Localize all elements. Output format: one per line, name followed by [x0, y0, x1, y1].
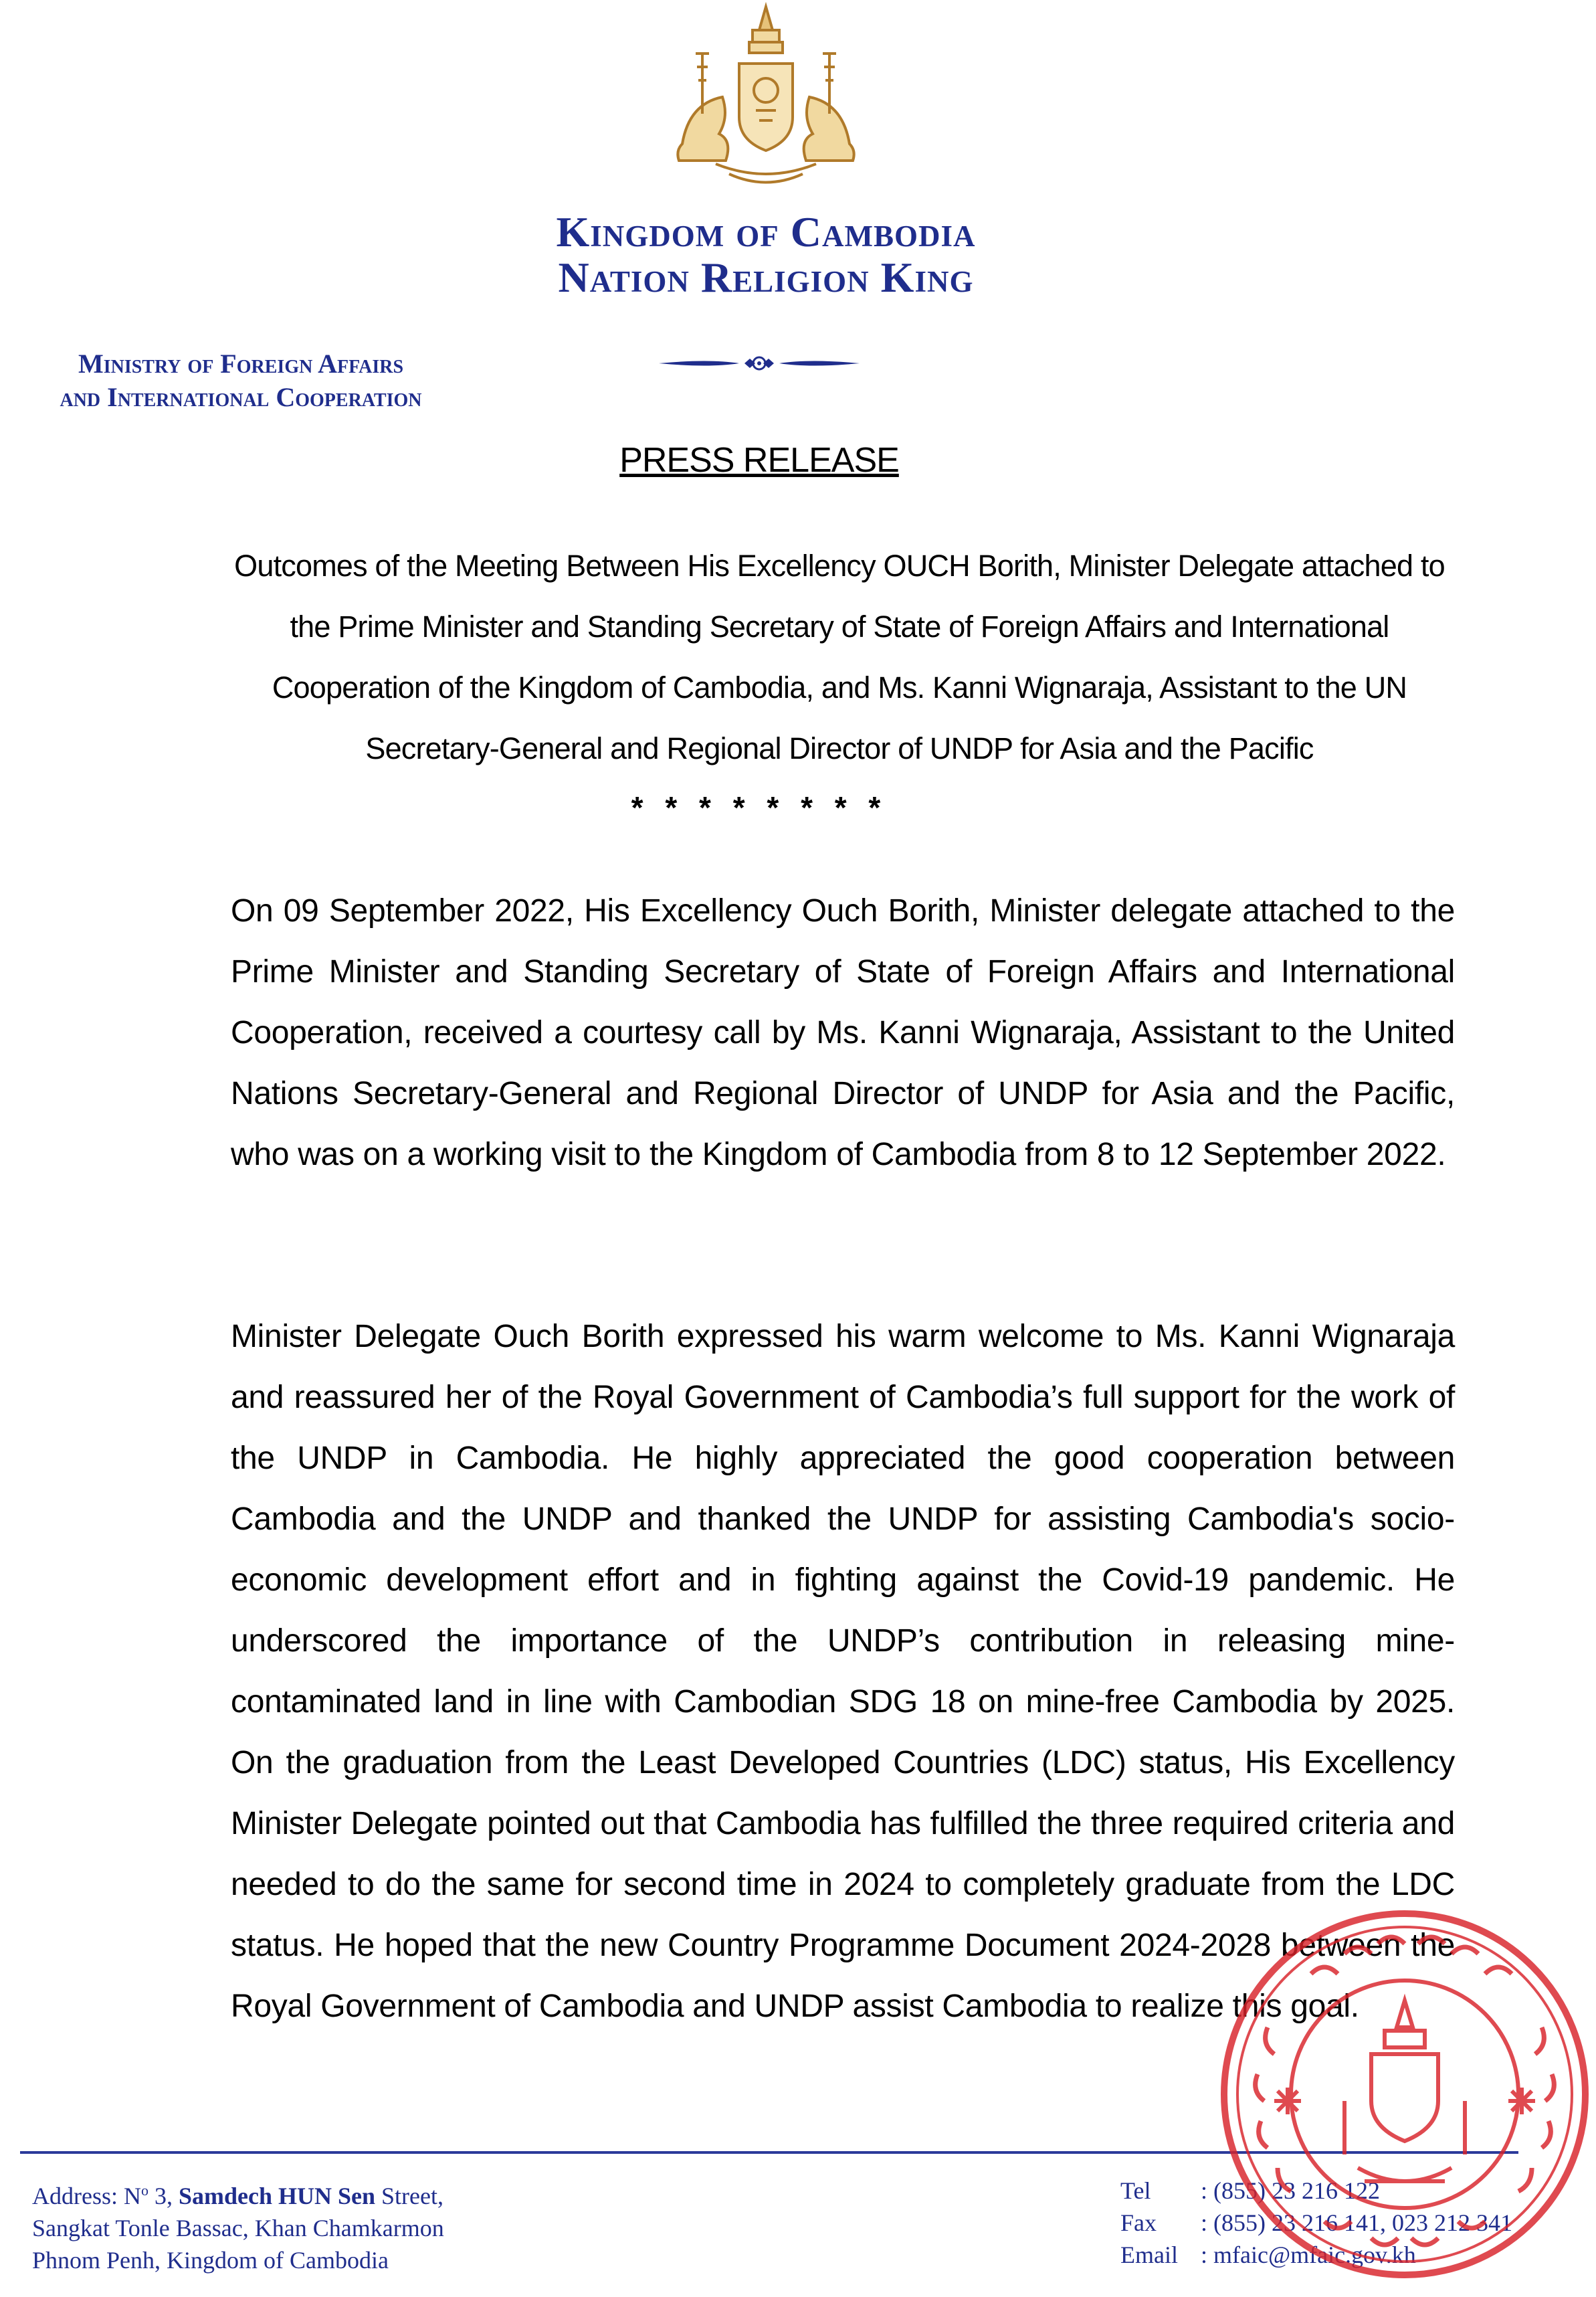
kingdom-name: Kingdom of Cambodia: [556, 208, 976, 256]
tel-row: Tel : (855) 23 216 122: [1120, 2177, 1380, 2204]
address-line3: Phnom Penh, Kingdom of Cambodia: [32, 2247, 389, 2274]
national-motto: Nation Religion King: [558, 254, 974, 301]
fax-row: Fax : (855) 23 216 141, 023 212 341: [1120, 2209, 1512, 2236]
royal-emblem-icon: [656, 0, 876, 201]
address-line1: Address: $N^o$ 3, Samdech HUN Sen Street,: [32, 2182, 443, 2209]
press-release-title: Outcomes of the Meeting Between His Excellency OUCH Borith, Minister Delegate attached to the Prime Minister and Standing Secretary of State of Foreign Affairs and International Cooperation of the Kingdom of Cambodia, and Ms. Kanni Wignaraja, Assistant to the UN Secretary-General and Regional Director of UNDP for Asia and the Pacific: [234, 549, 1445, 765]
email-link[interactable]: : mfaic@mfaic.gov.kh: [1201, 2241, 1416, 2268]
footer-address: [32, 2175, 768, 2276]
address-line2: Sangkat Tonle Bassac, Khan Chamkarmon: [32, 2215, 444, 2241]
press-release-label: PRESS RELEASE: [619, 441, 899, 480]
ministry-name-line2: and International Cooperation: [60, 382, 422, 412]
body-paragraph: Minister Delegate Ouch Borith expressed his warm welcome to Ms. Kanni Wignaraja and reassured her of the Royal Government of Cambodia’s full support for the work of the UNDP in Cambodia. He highly appreciated the good cooperation between Cambodia and the UNDP and thanked the UNDP for assisting Cambodia's socio-economic development effort and in fighting against the Covid-19 pandemic. He underscored the importance of the UNDP’s contribution in releasing mine-contaminated land in line with Cambodian SDG 18 on mine-free Cambodia by 2025. On the graduation from the Least Developed Countries (LDC) status, His Excellency Minister Delegate pointed out that Cambodia has fulfilled the three required criteria and needed to do the same for second time in 2024 to completely graduate from the LDC status. He hoped that the new Country Programme Document 2024-2028 between the Royal Government of Cambodia and UNDP assist Cambodia to realize this goal.: [231, 1319, 1455, 2024]
official-seal-icon: [1211, 1900, 1596, 2288]
email-row: Email : mfaic@mfaic.gov.kh: [1120, 2239, 1562, 2271]
ornamental-divider-icon: [659, 353, 860, 373]
body-paragraph: On 09 September 2022, His Excellency Ouch Borith, Minister delegate attached to the Prime Minister and Standing Secretary of State of Foreign Affairs and International Cooperation, received a courtesy call by Ms. Kanni Wignaraja, Assistant to the United Nations Secretary-General and Regional Director of UNDP for Asia and the Pacific, who was on a working visit to the Kingdom of Cambodia from 8 to 12 September 2022.: [231, 893, 1455, 1172]
ministry-name-line1: Ministry of Foreign Affairs: [78, 349, 404, 379]
section-separator: * * * * * * * *: [631, 790, 888, 825]
